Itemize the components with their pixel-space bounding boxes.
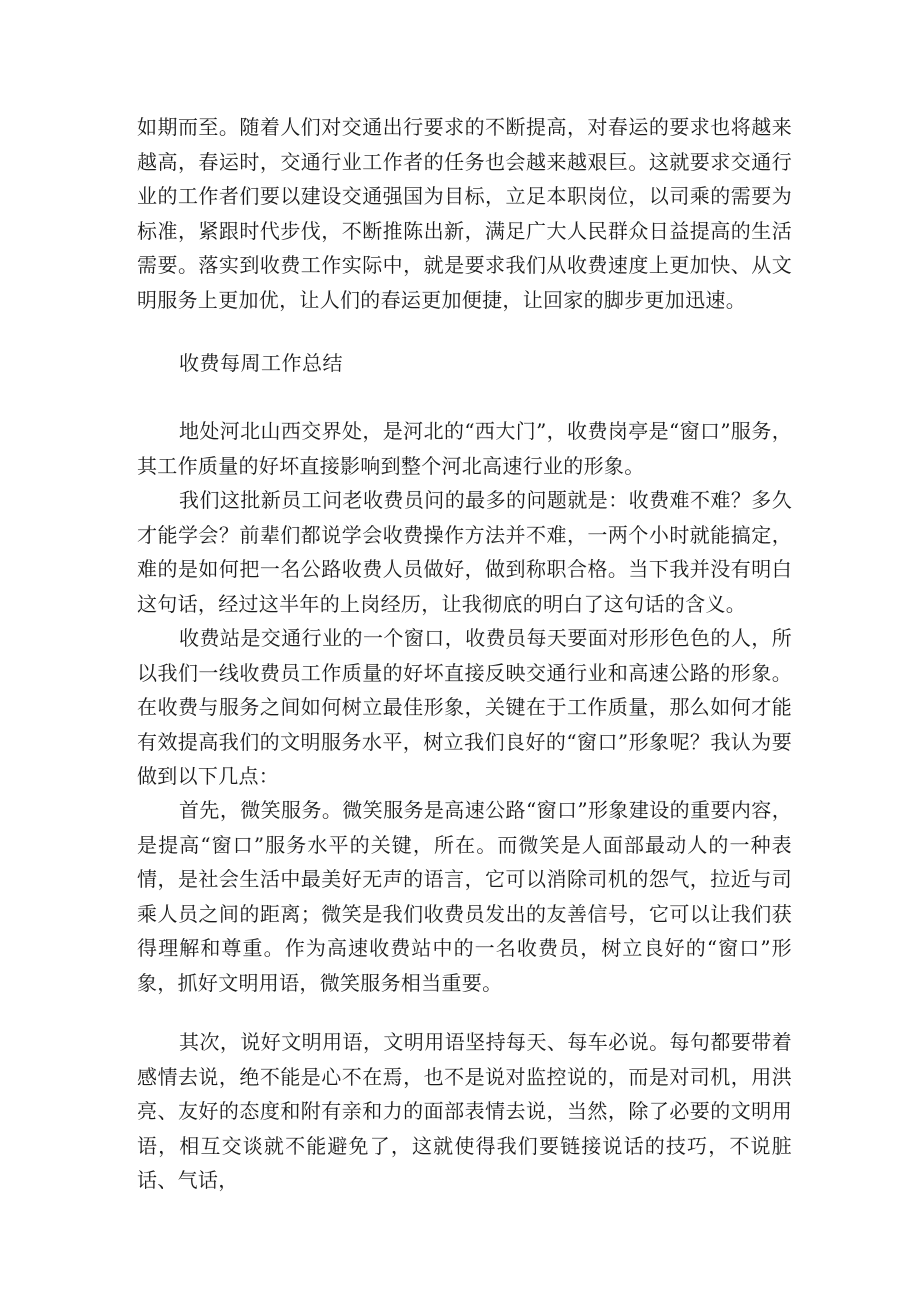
paragraph-intro: 如期而至。随着人们对交通出行要求的不断提高，对春运的要求也将越来越高，春运时，交通行业工作者的任务也会越来越艰巨。这就要求交通行业的工作者们要以建设交通强国为目标，立足本职岗位，以司乘的需要为标准，紧跟时代步伐，不断推陈出新，满足广大人民群众日益提高的生活需要。落实到收费工作实际中，就是要求我们从收费速度上更加快、从文明服务上更加优，让人们的春运更加便捷，让回家的脚步更加迅速。 [137, 115, 792, 312]
paragraph-toll-window: 收费站是交通行业的一个窗口，收费员每天要面对形形色色的人，所以我们一线收费员工作质量的好坏直接反映交通行业和高速公路的形象。在收费与服务之间如何树立最佳形象，关键在于工作质量，那么如何才能有效提高我们的文明服务水平，树立我们良好的“窗口”形象呢？我认为要做到以下几点： [137, 626, 792, 788]
paragraph-new-staff: 我们这批新员工问老收费员问的最多的问题就是：收费难不难？多久才能学会？前辈们都说学会收费操作方法并不难，一两个小时就能搞定，难的是如何把一名公路收费人员做好，做到称职合格。当下我并没有明白这句话，经过这半年的上岗经历，让我彻底的明白了这句话的含义。 [137, 488, 792, 616]
paragraph-location: 地处河北山西交界处，是河北的“西大门”，收费岗亭是“窗口”服务，其工作质量的好坏直接影响到整个河北高速行业的形象。 [137, 419, 792, 478]
paragraph-smile-service: 首先，微笑服务。微笑服务是高速公路“窗口”形象建设的重要内容，是提高“窗口”服务水平的关键，所在。而微笑是人面部最动人的一种表情，是社会生活中最美好无声的语言，它可以消除司机的怨气，拉近与司乘人员之间的距离；微笑是我们收费员发出的友善信号，它可以让我们获得理解和尊重。作为高速收费站中的一名收费员，树立良好的“窗口”形象，抓好文明用语，微笑服务相当重要。 [137, 798, 792, 995]
paragraph-civil-language: 其次，说好文明用语，文明用语坚持每天、每车必说。每句都要带着感情去说，绝不能是心不在焉，也不是说对监控说的，而是对司机，用洪亮、友好的态度和附有亲和力的面部表情去说，当然，除了必要的文明用语，相互交谈就不能避免了，这就使得我们要链接说话的技巧，不说脏话、气话， [137, 1030, 792, 1192]
section-heading: 收费每周工作总结 [179, 351, 343, 375]
